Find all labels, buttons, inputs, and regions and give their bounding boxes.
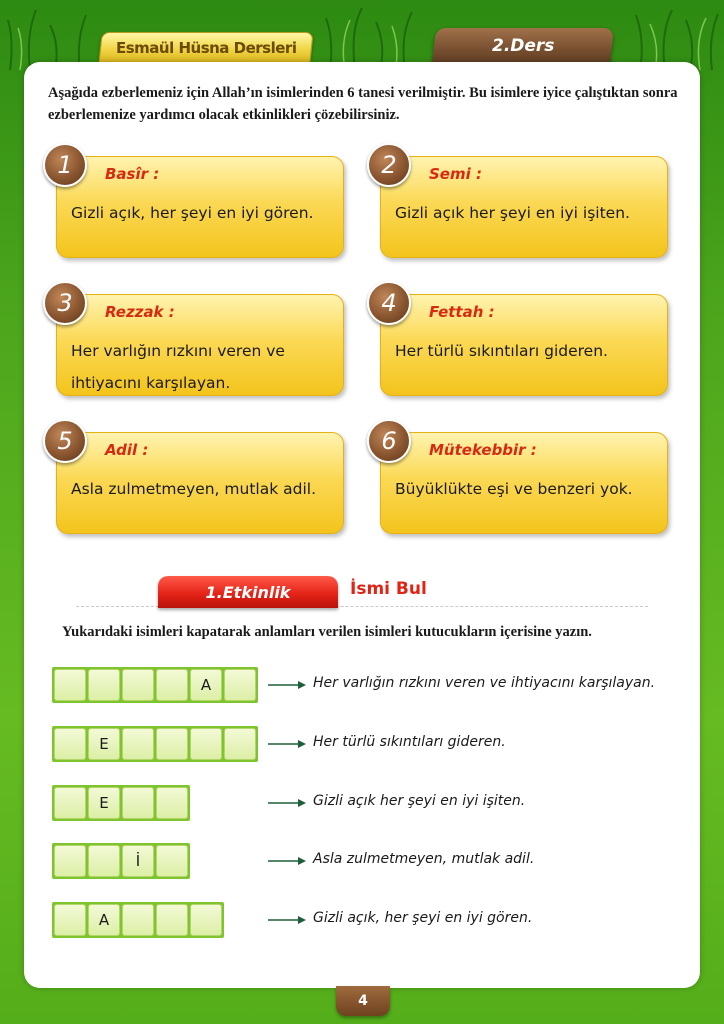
number-badge: 2 xyxy=(367,143,411,187)
letter-box[interactable] xyxy=(122,904,154,936)
name-card-5 xyxy=(56,427,344,534)
arrow-right-icon xyxy=(266,736,306,752)
name-title: Fettah : xyxy=(429,303,495,321)
name-title: Rezzak : xyxy=(105,303,175,321)
letter-box[interactable]: A xyxy=(88,904,120,936)
letter-box[interactable] xyxy=(122,728,154,760)
letter-box[interactable]: E xyxy=(88,728,120,760)
page-number: 4 xyxy=(358,993,368,1009)
letter-box[interactable] xyxy=(190,728,222,760)
letter-box[interactable] xyxy=(224,728,256,760)
name-card-1 xyxy=(56,151,344,258)
page-number-tab xyxy=(336,986,390,1016)
lesson-tab xyxy=(432,28,614,64)
letter-box[interactable]: A xyxy=(190,669,222,701)
letter-box[interactable] xyxy=(88,845,120,877)
lesson-label: 2.Ders xyxy=(491,36,555,56)
arrow-right-icon xyxy=(266,912,306,928)
letter-box[interactable]: E xyxy=(88,787,120,819)
arrow-right-icon xyxy=(266,677,306,693)
course-title-tab xyxy=(98,32,313,64)
name-description: Asla zulmetmeyen, mutlak adil. xyxy=(71,480,316,498)
letter-boxes xyxy=(52,667,258,703)
name-card-2 xyxy=(380,151,668,258)
activity-title: İsmi Bul xyxy=(350,579,427,599)
activity-instruction: Yukarıdaki isimleri kapatarak anlamları verilen isimleri kutucukların içerisine yazın. xyxy=(62,624,592,640)
letter-box[interactable] xyxy=(156,728,188,760)
intro-text: Aşağıda ezberlemeniz için Allah’ın isimlerinden 6 tanesi verilmiştir. Bu isimlere iyice çalıştıktan sonra ezberlemenize yardımcı olacak etkinlikleri çözebilirsiniz. xyxy=(48,85,678,123)
letter-boxes xyxy=(52,843,190,879)
letter-boxes xyxy=(52,902,224,938)
name-card-3 xyxy=(56,289,344,396)
letter-box[interactable] xyxy=(156,669,188,701)
name-description: Gizli açık, her şeyi en iyi gören. xyxy=(71,204,314,222)
letter-box[interactable] xyxy=(122,787,154,819)
letter-box[interactable] xyxy=(54,904,86,936)
number-badge: 3 xyxy=(43,281,87,325)
name-card-4 xyxy=(380,289,668,396)
letter-box[interactable] xyxy=(190,904,222,936)
name-title: Basîr : xyxy=(105,165,160,183)
name-description: Büyüklükte eşi ve benzeri yok. xyxy=(395,480,633,498)
letter-box[interactable] xyxy=(54,728,86,760)
letter-box[interactable] xyxy=(88,669,120,701)
meaning-text: Gizli açık her şeyi en iyi işiten. xyxy=(313,793,526,809)
letter-boxes xyxy=(52,726,258,762)
letter-box[interactable]: İ xyxy=(122,845,154,877)
activity-tab xyxy=(158,576,338,608)
letter-box[interactable] xyxy=(224,669,256,701)
name-title: Semi : xyxy=(429,165,482,183)
number-badge: 4 xyxy=(367,281,411,325)
number-badge: 1 xyxy=(43,143,87,187)
letter-box[interactable] xyxy=(156,845,188,877)
arrow-right-icon xyxy=(266,795,306,811)
letter-box[interactable] xyxy=(54,787,86,819)
meaning-text: Her varlığın rızkını veren ve ihtiyacını karşılayan. xyxy=(313,675,656,691)
letter-box[interactable] xyxy=(156,787,188,819)
meaning-text: Asla zulmetmeyen, mutlak adil. xyxy=(313,851,535,867)
arrow-right-icon xyxy=(266,853,306,869)
meaning-text: Her türlü sıkıntıları gideren. xyxy=(313,734,506,750)
name-title: Adil : xyxy=(105,441,149,459)
letter-box[interactable] xyxy=(54,669,86,701)
letter-box[interactable] xyxy=(156,904,188,936)
name-description: Her türlü sıkıntıları gideren. xyxy=(395,342,608,360)
letter-box[interactable] xyxy=(122,669,154,701)
letter-box[interactable] xyxy=(54,845,86,877)
name-description: Gizli açık her şeyi en iyi işiten. xyxy=(395,204,630,222)
activity-label: 1.Etkinlik xyxy=(205,582,291,602)
course-title: Esmaül Hüsna Dersleri xyxy=(115,39,297,57)
number-badge: 5 xyxy=(43,419,87,463)
meaning-text: Gizli açık, her şeyi en iyi gören. xyxy=(313,910,533,926)
name-title: Mütekebbir : xyxy=(429,441,537,459)
number-badge: 6 xyxy=(367,419,411,463)
name-description: Her varlığın rızkını veren ve ihtiyacını karşılayan. xyxy=(71,342,285,392)
letter-boxes xyxy=(52,785,190,821)
name-card-6 xyxy=(380,427,668,534)
